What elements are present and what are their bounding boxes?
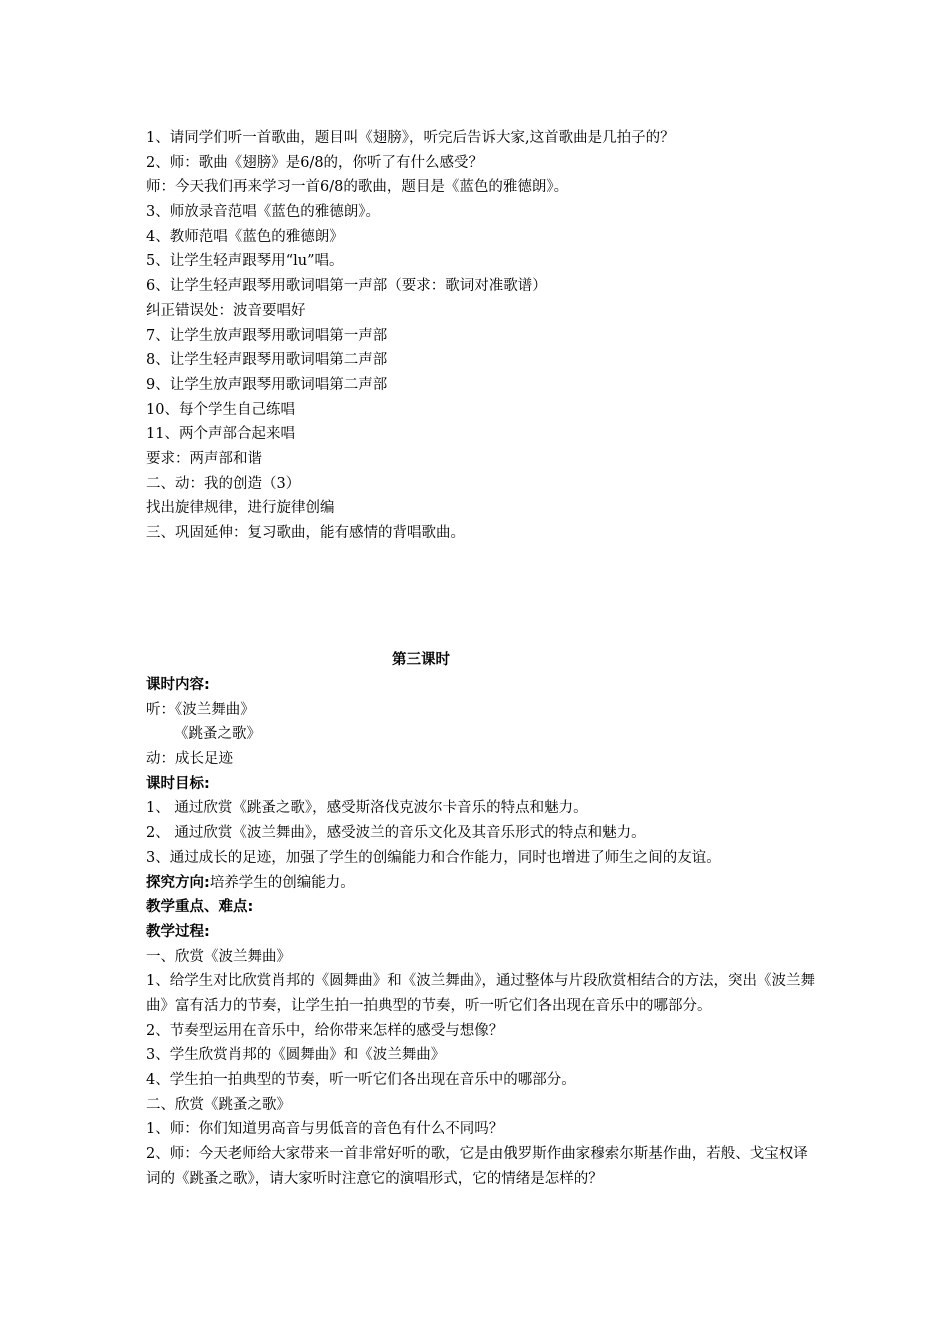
listen-line: 听：《波兰舞曲》 <box>146 701 255 718</box>
goal-item: 3、通过成长的足迹，加强了学生的创编能力和合作能力，同时也增进了师生之间的友谊。 <box>146 849 721 866</box>
text-line: 2、师：歌曲《翅膀》是6/8的，你听了有什么感受？ <box>146 154 484 171</box>
text-line: 6、让学生轻声跟琴用歌词唱第一声部（要求：歌词对准歌谱） <box>146 278 547 295</box>
process-b-step-1: 1、师：你们知道男高音与男低音的音色有什么不同吗？ <box>146 1121 504 1138</box>
text-line: 10、每个学生自己练唱 <box>146 401 295 418</box>
content-label: 课时内容: <box>146 677 210 693</box>
text-line: 7、让学生放声跟琴用歌词唱第一声部 <box>146 327 388 344</box>
text-line: 纠正错误处：波音要唱好 <box>146 302 306 319</box>
explore-line <box>146 871 818 896</box>
text-line: 9、让学生放声跟琴用歌词唱第二声部 <box>146 376 388 393</box>
text-line: 找出旋律规律，进行旋律创编 <box>146 500 335 517</box>
goal-item: 2、 通过欣赏《波兰舞曲》，感受波兰的音乐文化及其音乐形式的特点和魅力。 <box>146 825 646 842</box>
process-a-step-1: 1、给学生对比欣赏肖邦的《圆舞曲》和《波兰舞曲》，通过整体与片段欣赏相结合的方法，突出《波兰舞曲》富有活力的节奏，让学生拍一拍典型的节奏，听一听它们各出现在音乐中的哪部分。 <box>146 973 815 1014</box>
process-a-step-3: 3、学生欣赏肖邦的《圆舞曲》和《波兰舞曲》 <box>146 1047 446 1064</box>
listen-line-2: 《跳蚤之歌》 <box>174 726 261 743</box>
text-line: 5、让学生轻声跟琴用“lu”唱。 <box>146 253 344 270</box>
process-a-title: 一、欣赏《波兰舞曲》 <box>146 948 291 965</box>
text-line: 11、两个声部合起来唱 <box>146 426 295 443</box>
process-a-step-2: 2、节奏型运用在音乐中，给你带来怎样的感受与想像？ <box>146 1022 504 1039</box>
process-a-step-4: 4、学生拍一拍典型的节奏，听一听它们各出现在音乐中的哪部分。 <box>146 1072 576 1089</box>
process-b-title: 二、欣赏《跳蚤之歌》 <box>146 1096 291 1113</box>
text-line: 3、师放录音范唱《蓝色的雅德朗》。 <box>146 204 380 221</box>
explore-label: 探究方向: <box>146 874 210 891</box>
process-label: 教学过程: <box>146 923 210 940</box>
lesson-heading: 第三课时 <box>392 652 450 668</box>
process-b-step-2: 2、师：今天老师给大家带来一首非常好听的歌，它是由俄罗斯作曲家穆索尔斯基作曲，若般、戈宝权译词的《跳蚤之歌》，请大家听时注意它的演唱形式，它的情绪是怎样的？ <box>146 1146 808 1187</box>
text-line: 4、教师范唱《蓝色的雅德朗》 <box>146 228 344 245</box>
lesson-three-section <box>146 673 818 1192</box>
explore-text: 培养学生的创编能力。 <box>209 874 355 891</box>
text-line: 师：今天我们再来学习一首6/8的歌曲，题目是《蓝色的雅德朗》。 <box>146 179 569 196</box>
text-line: 1、请同学们听一首歌曲，题目叫《翅膀》，听完后告诉大家,这首歌曲是几拍子的？ <box>146 130 675 146</box>
move-line: 动：成长足迹 <box>146 751 233 768</box>
text-line: 三、巩固延伸：复习歌曲，能有感情的背唱歌曲。 <box>146 525 465 541</box>
goal-label: 课时目标: <box>146 775 210 792</box>
text-line: 要求：两声部和谐 <box>146 450 262 467</box>
key-points-label: 教学重点、难点: <box>146 899 254 916</box>
lesson-steps-section <box>146 126 818 546</box>
goal-item: 1、 通过欣赏《跳蚤之歌》，感受斯洛伐克波尔卡音乐的特点和魅力。 <box>146 800 588 817</box>
text-line: 8、让学生轻声跟琴用歌词唱第二声部 <box>146 352 388 369</box>
text-line: 二、动：我的创造（3） <box>146 475 301 492</box>
